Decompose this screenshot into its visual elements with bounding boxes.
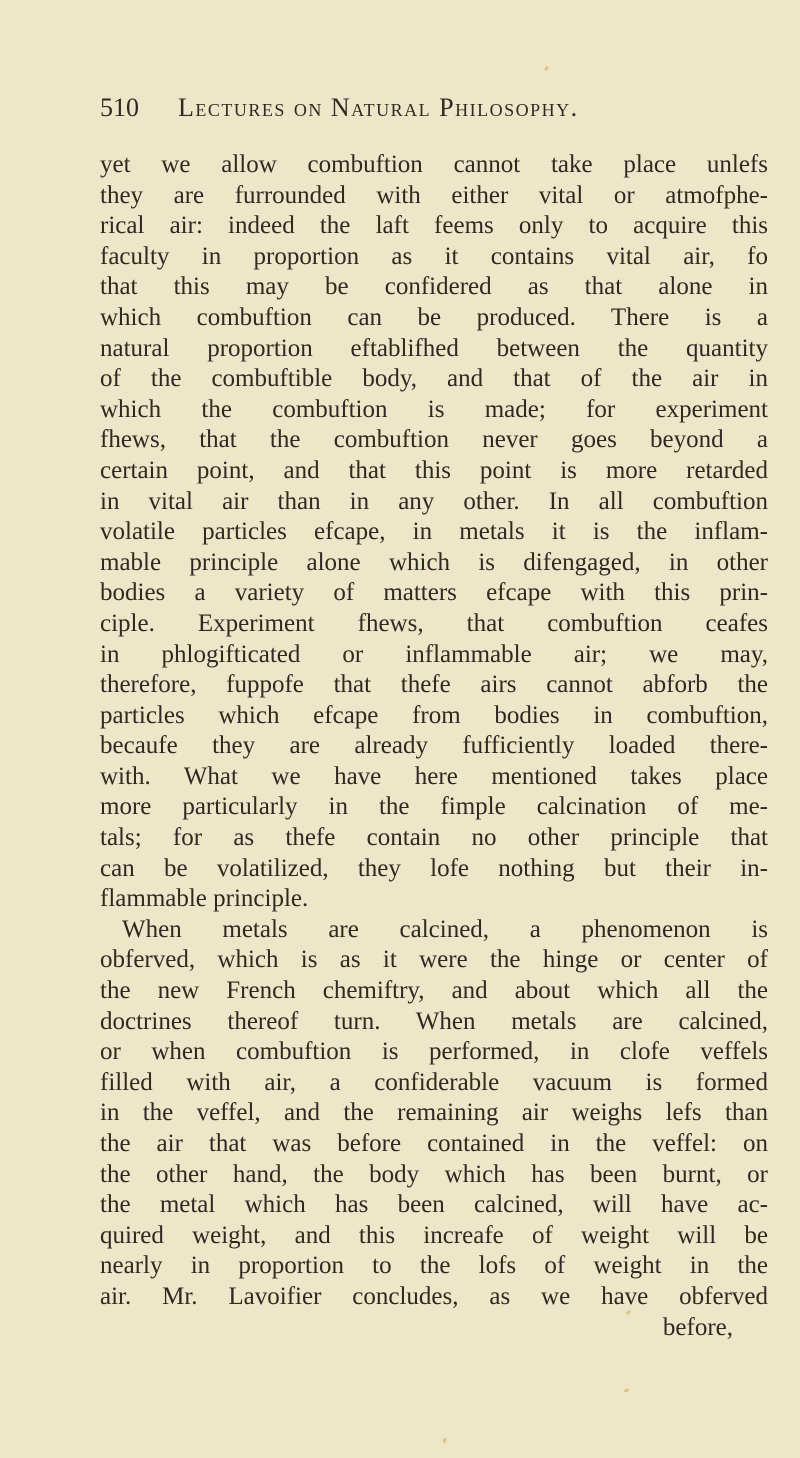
text-line: the other hand, the body which has been burnt, or bbox=[100, 1160, 768, 1188]
paper-speck bbox=[442, 1438, 447, 1444]
text-line: with. What we have here mentioned takes place bbox=[100, 762, 768, 790]
text-line: the metal which has been calcined, will have ac- bbox=[100, 1191, 768, 1219]
running-title: Lectures on Natural Philosophy. bbox=[178, 93, 579, 122]
text-line: the new French chemiftry, and about which all the bbox=[100, 977, 768, 1005]
text-line: certain point, and that this point is more retarded bbox=[100, 456, 768, 484]
text-line: or when combuftion is performed, in clofe veffels bbox=[100, 1038, 768, 1066]
running-header bbox=[100, 92, 768, 124]
text-line: quired weight, and this increafe of weight will be bbox=[100, 1221, 768, 1249]
text-line: before, bbox=[662, 1313, 733, 1341]
body-text bbox=[100, 150, 768, 1343]
text-line: rical air: indeed the laft feems only to acquire this bbox=[100, 212, 768, 240]
text-line: that this may be confidered as that alone in bbox=[100, 273, 768, 301]
text-line: nearly in proportion to the lofs of weight in the bbox=[100, 1252, 768, 1280]
text-line: volatile particles efcape, in metals it is the inflam- bbox=[100, 518, 768, 546]
text-line: flammable principle. bbox=[100, 885, 309, 913]
text-line: which the combuftion is made; for experiment bbox=[100, 395, 768, 423]
text-line: particles which efcape from bodies in combuftion, bbox=[100, 701, 768, 729]
text-line: When metals are calcined, a phenomenon is bbox=[122, 915, 768, 943]
text-line: in the veffel, and the remaining air weighs lefs than bbox=[100, 1099, 768, 1127]
text-line: in vital air than in any other. In all combuftion bbox=[100, 487, 768, 515]
text-line: mable principle alone which is difengaged, in other bbox=[100, 548, 768, 576]
text-line: can be volatilized, they lofe nothing but their in- bbox=[100, 854, 768, 882]
text-line: in phlogifticated or inflammable air; we may, bbox=[100, 640, 768, 668]
text-line: which combuftion can be produced. There is a bbox=[100, 303, 768, 331]
text-line: faculty in proportion as it contains vital air, fo bbox=[100, 242, 768, 270]
text-line: natural proportion eftablifhed between the quantity bbox=[100, 334, 768, 362]
text-line: doctrines thereof turn. When metals are calcined, bbox=[100, 1007, 768, 1035]
paper-speck bbox=[624, 1388, 630, 1393]
text-line: fhews, that the combuftion never goes beyond a bbox=[100, 426, 768, 454]
text-line: the air that was before contained in the veffel: on bbox=[100, 1130, 768, 1157]
text-line: more particularly in the fimple calcination of me- bbox=[100, 793, 768, 821]
page-number: 510 bbox=[100, 93, 139, 122]
text-line: they are furrounded with either vital or atmofphe- bbox=[100, 181, 768, 209]
text-line: tals; for as thefe contain no other principle that bbox=[100, 824, 768, 852]
text-line: yet we allow combuftion cannot take place unlefs bbox=[100, 151, 768, 178]
text-line: therefore, fuppofe that thefe airs cannot abforb the bbox=[100, 671, 768, 699]
text-line: filled with air, a confiderable vacuum is formed bbox=[100, 1068, 768, 1096]
text-line: ciple. Experiment fhews, that combuftion ceafes bbox=[100, 609, 768, 637]
text-line: obferved, which is as it were the hinge or center of bbox=[100, 946, 768, 974]
text-line: of the combuftible body, and that of the air in bbox=[100, 365, 768, 393]
text-line: becaufe they are already fufficiently loaded there- bbox=[100, 732, 768, 760]
paper-speck bbox=[544, 66, 549, 72]
text-line: bodies a variety of matters efcape with this prin- bbox=[100, 579, 768, 607]
text-line: air. Mr. Lavoifier concludes, as we have obferved bbox=[100, 1282, 768, 1310]
